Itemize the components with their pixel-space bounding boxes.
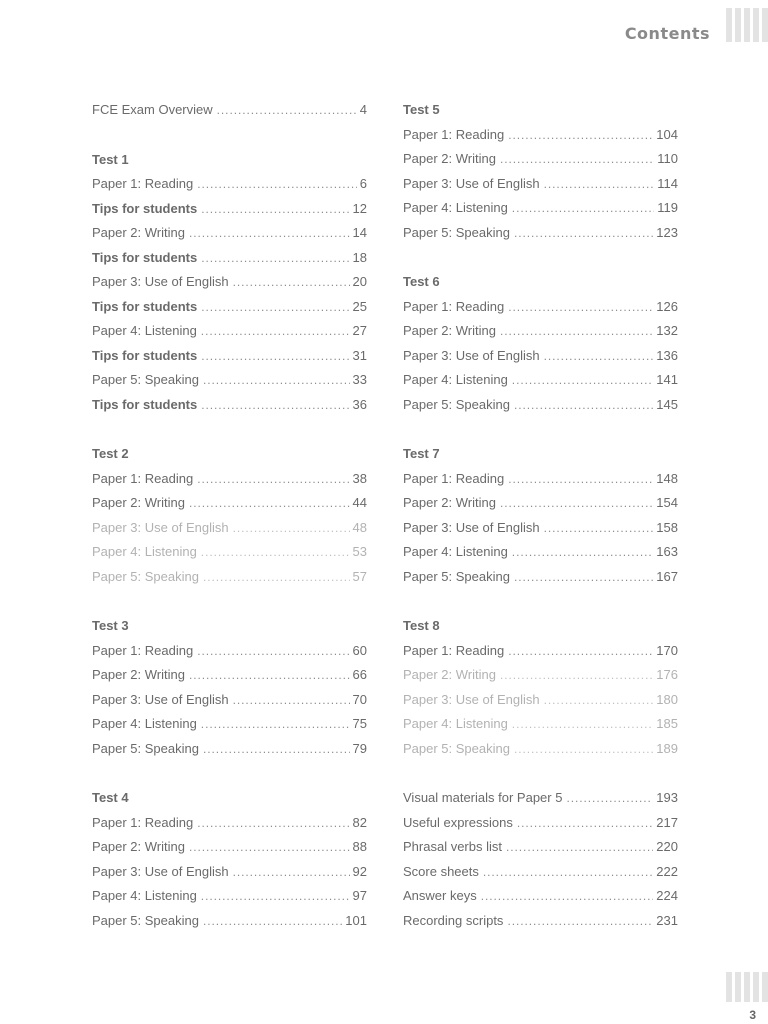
toc-entry-page: 148 <box>656 470 678 486</box>
section-heading: Test 4 <box>92 790 129 805</box>
dot-leader <box>201 246 349 271</box>
contents-section <box>92 442 367 589</box>
section-heading: Test 1 <box>92 151 129 167</box>
toc-entry-label: Paper 5: Speaking <box>403 740 510 756</box>
dot-leader <box>514 565 653 590</box>
toc-entry-page: 180 <box>656 691 678 707</box>
contents-column-right <box>403 98 678 958</box>
toc-entry <box>403 688 678 713</box>
toc-entry <box>403 786 678 811</box>
decorative-stripes-bottom <box>718 972 768 1002</box>
toc-entry-page: 12 <box>352 200 367 216</box>
toc-entry <box>403 909 678 934</box>
dot-leader <box>203 737 350 762</box>
toc-entry-page: 75 <box>352 716 367 731</box>
dot-leader <box>201 884 350 909</box>
dot-leader <box>514 737 653 762</box>
dot-leader <box>189 835 350 860</box>
toc-entry <box>92 295 367 320</box>
page-title: Contents <box>624 24 710 43</box>
toc-entry <box>92 368 367 393</box>
toc-entry-page: 222 <box>656 863 678 879</box>
toc-entry <box>403 491 678 516</box>
contents-column-left <box>92 98 367 958</box>
dot-leader <box>197 467 349 492</box>
dot-leader <box>566 786 653 811</box>
toc-entry-page: 66 <box>352 667 367 682</box>
toc-entry-label: Paper 5: Speaking <box>92 740 199 756</box>
toc-entry-page: 57 <box>352 568 367 584</box>
toc-entry-page: 110 <box>657 151 678 166</box>
toc-entry-label: Paper 1: Reading <box>92 814 194 830</box>
toc-entry <box>403 172 678 197</box>
toc-entry <box>92 688 367 713</box>
toc-entry-label: Paper 4: Listening <box>92 544 197 559</box>
contents-section <box>403 614 678 761</box>
toc-entry-page: 224 <box>656 888 678 903</box>
toc-entry-label: Paper 3: Use of English <box>403 519 540 535</box>
toc-entry-label: Paper 4: Listening <box>403 200 508 215</box>
toc-entry-page: 189 <box>656 740 678 756</box>
toc-entry-page: 88 <box>352 839 367 854</box>
dot-leader <box>508 467 653 492</box>
toc-entry-label: Paper 5: Speaking <box>403 224 510 240</box>
toc-entry <box>92 712 367 737</box>
toc-entry-page: 114 <box>657 175 678 191</box>
toc-entry-label: Recording scripts <box>403 912 504 928</box>
toc-entry <box>403 884 678 909</box>
dot-leader <box>189 663 350 688</box>
dot-leader <box>203 909 342 934</box>
toc-entry <box>403 516 678 541</box>
toc-entry-label: Paper 3: Use of English <box>403 175 540 191</box>
dot-leader <box>197 639 349 664</box>
toc-entry-page: 38 <box>352 470 367 486</box>
toc-entry-page: 136 <box>656 347 678 363</box>
toc-entry <box>92 909 367 934</box>
toc-entry <box>403 811 678 836</box>
toc-entry-page: 141 <box>656 372 678 387</box>
dot-leader <box>544 344 654 369</box>
dot-leader <box>189 491 350 516</box>
dot-leader <box>201 712 350 737</box>
toc-entry-label: FCE Exam Overview <box>92 102 213 117</box>
toc-entry-page: 60 <box>352 642 367 658</box>
toc-entry-page: 82 <box>352 814 367 830</box>
contents-section <box>403 270 678 417</box>
dot-leader <box>481 884 654 909</box>
dot-leader <box>201 319 350 344</box>
toc-entry-page: 53 <box>352 544 367 559</box>
toc-entry <box>92 835 367 860</box>
toc-entry <box>92 860 367 885</box>
toc-entry-page: 70 <box>352 691 367 707</box>
section-heading: Test 8 <box>403 618 440 633</box>
toc-entry <box>92 246 367 271</box>
dot-leader <box>544 516 654 541</box>
toc-entry-label: Paper 5: Speaking <box>92 912 199 928</box>
toc-entry <box>92 884 367 909</box>
toc-entry-page: 18 <box>352 249 367 265</box>
toc-entry <box>92 172 367 197</box>
toc-entry-label: Tips for students <box>92 396 198 412</box>
toc-entry <box>92 393 367 418</box>
toc-entry-label: Paper 5: Speaking <box>403 396 510 412</box>
dot-leader <box>500 319 653 344</box>
toc-entry-label: Paper 2: Writing <box>92 495 185 510</box>
dot-leader <box>517 811 653 836</box>
dot-leader <box>197 811 349 836</box>
toc-entry-page: 6 <box>359 176 367 191</box>
toc-entry <box>92 491 367 516</box>
toc-entry <box>403 221 678 246</box>
toc-entry-page: 170 <box>656 642 678 658</box>
dot-leader <box>233 516 350 541</box>
toc-entry-label: Tips for students <box>92 347 198 363</box>
section-heading: Test 3 <box>92 618 129 633</box>
toc-entry-page: 154 <box>656 495 678 510</box>
toc-entry-page: 31 <box>352 347 367 363</box>
toc-entry-label: Paper 4: Listening <box>92 323 197 338</box>
toc-entry-page: 44 <box>352 495 367 510</box>
dot-leader <box>506 835 653 860</box>
toc-entry-page: 20 <box>352 274 367 289</box>
contents-section <box>92 614 367 761</box>
dot-leader <box>217 98 357 123</box>
toc-entry-page: 48 <box>352 519 367 535</box>
toc-entry-page: 193 <box>656 790 678 805</box>
dot-leader <box>203 565 350 590</box>
toc-entry-page: 27 <box>352 323 367 338</box>
toc-entry-label: Visual materials for Paper 5 <box>403 790 563 805</box>
toc-entry-label: Paper 1: Reading <box>403 470 505 486</box>
toc-entry <box>403 393 678 418</box>
toc-entry-page: 217 <box>656 814 678 830</box>
toc-entry-page: 158 <box>656 519 678 535</box>
toc-entry-label: Paper 5: Speaking <box>92 372 199 387</box>
toc-entry-label: Paper 2: Writing <box>403 323 496 338</box>
toc-entry-page: 220 <box>656 839 678 854</box>
toc-entry-page: 126 <box>656 298 678 314</box>
toc-entry-page: 167 <box>656 568 678 584</box>
toc-entry-page: 25 <box>352 298 367 314</box>
toc-entry <box>403 147 678 172</box>
dot-leader <box>201 540 350 565</box>
toc-entry <box>92 344 367 369</box>
toc-entry <box>92 663 367 688</box>
toc-entry <box>403 663 678 688</box>
dot-leader <box>508 123 653 148</box>
toc-entry-page: 97 <box>352 888 367 903</box>
toc-entry-label: Paper 1: Reading <box>92 642 194 658</box>
toc-entry-page: 176 <box>656 667 678 682</box>
toc-entry-label: Paper 4: Listening <box>92 716 197 731</box>
dot-leader <box>508 295 653 320</box>
dot-leader <box>512 712 654 737</box>
page-number: 3 <box>749 1008 756 1022</box>
contents-section <box>92 786 367 933</box>
dot-leader <box>197 172 357 197</box>
toc-entry-label: Score sheets <box>403 863 479 879</box>
contents-section <box>403 786 678 933</box>
toc-entry <box>92 197 367 222</box>
toc-entry <box>92 540 367 565</box>
section-heading: Test 2 <box>92 446 129 461</box>
toc-entry-page: 104 <box>656 126 678 142</box>
dot-leader <box>233 860 350 885</box>
toc-entry-page: 123 <box>656 224 678 240</box>
toc-entry-label: Paper 3: Use of English <box>403 347 540 363</box>
toc-entry-label: Paper 1: Reading <box>403 126 505 142</box>
toc-entry-page: 14 <box>352 225 367 240</box>
toc-entry <box>92 811 367 836</box>
toc-entry-label: Paper 2: Writing <box>92 839 185 854</box>
toc-entry-label: Paper 1: Reading <box>403 298 505 314</box>
toc-entry-label: Paper 4: Listening <box>403 544 508 559</box>
section-heading: Test 6 <box>403 274 440 289</box>
dot-leader <box>512 196 654 221</box>
dot-leader <box>233 688 350 713</box>
toc-entry-page: 231 <box>656 912 678 928</box>
toc-entry-label: Paper 3: Use of English <box>403 691 540 707</box>
toc-entry-label: Phrasal verbs list <box>403 839 502 854</box>
contents-section <box>403 98 678 245</box>
toc-entry <box>403 196 678 221</box>
toc-entry-page: 33 <box>352 372 367 387</box>
contents-section <box>92 98 367 123</box>
toc-entry <box>403 467 678 492</box>
toc-entry-page: 36 <box>352 396 367 412</box>
toc-entry <box>403 737 678 762</box>
dot-leader <box>201 197 349 222</box>
toc-entry-label: Useful expressions <box>403 814 513 830</box>
toc-entry-label: Paper 2: Writing <box>403 667 496 682</box>
dot-leader <box>514 393 653 418</box>
dot-leader <box>483 860 653 885</box>
dot-leader <box>203 368 350 393</box>
toc-entry-page: 119 <box>657 200 678 215</box>
toc-entry <box>92 516 367 541</box>
toc-entry <box>403 860 678 885</box>
toc-entry-label: Paper 4: Listening <box>403 372 508 387</box>
toc-entry-page: 79 <box>352 740 367 756</box>
toc-entry <box>92 565 367 590</box>
toc-entry <box>92 98 367 123</box>
toc-entry <box>403 540 678 565</box>
toc-entry-page: 132 <box>656 323 678 338</box>
toc-entry <box>403 319 678 344</box>
toc-entry-label: Tips for students <box>92 200 198 216</box>
toc-entry-label: Paper 2: Writing <box>92 225 185 240</box>
toc-entry-label: Paper 5: Speaking <box>92 568 199 584</box>
toc-entry-page: 101 <box>345 912 367 928</box>
toc-entry <box>403 295 678 320</box>
toc-entry-page: 163 <box>656 544 678 559</box>
toc-entry <box>92 221 367 246</box>
toc-entry-label: Paper 4: Listening <box>403 716 508 731</box>
toc-entry-label: Paper 1: Reading <box>92 176 194 191</box>
section-heading: Test 7 <box>403 446 440 461</box>
toc-entry-label: Answer keys <box>403 888 477 903</box>
dot-leader <box>233 270 350 295</box>
toc-entry-page: 145 <box>656 396 678 412</box>
dot-leader <box>500 491 653 516</box>
toc-entry <box>403 344 678 369</box>
toc-entry-label: Paper 3: Use of English <box>92 863 229 879</box>
dot-leader <box>201 393 349 418</box>
dot-leader <box>544 688 654 713</box>
toc-entry-page: 92 <box>352 863 367 879</box>
dot-leader <box>201 344 349 369</box>
toc-entry-label: Paper 1: Reading <box>403 642 505 658</box>
toc-entry-page: 185 <box>656 716 678 731</box>
dot-leader <box>189 221 350 246</box>
toc-entry <box>403 835 678 860</box>
section-heading: Test 5 <box>403 102 440 117</box>
toc-entry-label: Paper 3: Use of English <box>92 691 229 707</box>
toc-entry <box>92 737 367 762</box>
toc-entry <box>403 123 678 148</box>
dot-leader <box>514 221 653 246</box>
toc-entry <box>403 565 678 590</box>
toc-entry <box>403 712 678 737</box>
dot-leader <box>507 909 653 934</box>
toc-entry-label: Paper 2: Writing <box>403 151 496 166</box>
toc-entry-page: 4 <box>359 102 367 117</box>
dot-leader <box>500 147 654 172</box>
dot-leader <box>500 663 653 688</box>
toc-entry-label: Paper 2: Writing <box>403 495 496 510</box>
toc-entry-label: Tips for students <box>92 249 198 265</box>
decorative-stripes-top <box>718 8 768 42</box>
toc-entry <box>403 368 678 393</box>
dot-leader <box>512 540 654 565</box>
toc-entry-label: Paper 3: Use of English <box>92 519 229 535</box>
toc-entry <box>92 467 367 492</box>
toc-entry-label: Paper 5: Speaking <box>403 568 510 584</box>
toc-entry-label: Tips for students <box>92 298 198 314</box>
toc-entry-label: Paper 2: Writing <box>92 667 185 682</box>
toc-entry-label: Paper 1: Reading <box>92 470 194 486</box>
toc-entry <box>92 639 367 664</box>
toc-entry-label: Paper 3: Use of English <box>92 274 229 289</box>
toc-entry <box>92 319 367 344</box>
contents-section <box>92 148 367 418</box>
dot-leader <box>508 639 653 664</box>
contents-section <box>403 442 678 589</box>
dot-leader <box>544 172 655 197</box>
dot-leader <box>512 368 654 393</box>
dot-leader <box>201 295 349 320</box>
toc-entry-label: Paper 4: Listening <box>92 888 197 903</box>
toc-entry <box>92 270 367 295</box>
toc-entry <box>403 639 678 664</box>
